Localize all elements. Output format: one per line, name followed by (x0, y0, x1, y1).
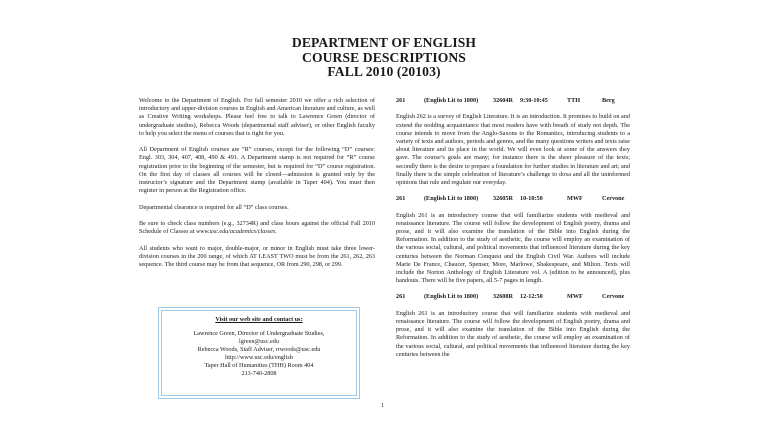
course-instructor: Cervone (602, 195, 625, 203)
course-days: TTH (567, 97, 581, 104)
course-time: 12-12:50 (520, 293, 543, 301)
course-days: MWF (567, 293, 583, 301)
schedule-text: Be sure to check class numbers (e.g., 32734R) and class hours against the official Fall 2010 Schedule of Classes at (139, 220, 375, 236)
contact-director: Lawrence Green, Director of Undergraduate Studies, (193, 330, 325, 337)
course-section: 32608R (493, 293, 513, 301)
contact-office: Taper Hall of Humanities (THH) Room 404 (204, 362, 314, 369)
intro-schedule-paragraph (139, 220, 375, 236)
contact-phone: 213-740-2808 (241, 370, 277, 377)
course-instructor: Cervone (602, 293, 625, 301)
course-description: English 261 is an introductory course that will familiarize students with medieval and renaissance literature. The course will follow the development of English poetry, drama and prose, and it will also examine the translation of the Bible into English during the Reformation. In addition to the study of aesthetic, the course will employ an examination of the various social, cultural, and political movements that influenced literature during the key centuries between the Norman Conquest and the English Civil War. Authors will include Marie De France, Chaucer, Spenser, More, Marlowe, Shakespeare, and Milton. Texts will include the Norton Anthology of English Literature vol. A (edition to be announced), plus handouts. There will be five papers, all 5-7 pages in length. (396, 211, 630, 285)
course-entry (396, 97, 630, 187)
course-description: English 262 is a survey of English Literature. It is an introduction. It promises to build on and extend the nodding acquaintance that most readers have with breath of study not depth. The course intends to move from the Anglo-Saxons to the Romantics, introducing students to a variety of texts and authors, periods and genres, and the many questions writers and texts raise about literature and its place in the world. We will even look at some of the answers they gave. The course’s goals are many; for instance there is the sheer pleasure of the texts; secondly there is the desire to prepare a foundation for further studies in literature and art; and finally there is the simple celebration of literature’s challenge to doxa and all the uninformed opinions that rule and regulate our everyday. (396, 113, 630, 186)
course-number: 261 (396, 195, 406, 203)
intro-clearance-paragraph: Departmental clearance is required for all “D” class courses. (139, 203, 289, 211)
course-title: (English Lit to 1800) (424, 293, 479, 301)
course-number: 261 (396, 97, 406, 104)
course-number: 261 (396, 293, 406, 301)
course-title: (English Lit to 1800) (424, 195, 479, 203)
intro-column (139, 97, 375, 277)
intro-welcome-paragraph: Welcome to the Department of English. For fall semester 2010 we offer a rich selection of introductory and upper-division courses in English and American literature and culture, as well as Creative Writing workshops. Please feel free to talk to Lawrence Green (director of undergraduate studies), Rebecca Woods (departmental staff adviser), or other English faculty to help you select the menu of courses that is right for you. (139, 97, 375, 137)
schedule-text-end: . (275, 228, 277, 236)
course-time: 10-10:50 (520, 195, 543, 203)
title-department: DEPARTMENT OF ENGLISH (291, 35, 477, 50)
contact-website[interactable]: http://www.usc.edu/english (225, 354, 293, 361)
course-instructor: Berg (602, 97, 615, 104)
course-time: 9:30-10:45 (520, 97, 548, 104)
course-description: English 261 is an introductory course that will familiarize students with medieval and renaissance literature. The course will follow the development of English poetry, drama and prose, and it will also examine the translation of the Bible into English during the Reformation. In addition to the study of aesthetic, the course will employ an examination of the various social, cultural, and political movements that influenced literature during the key centuries between the (396, 309, 630, 358)
course-header (396, 293, 630, 301)
course-section: 32605R (493, 195, 513, 203)
contact-box (161, 310, 357, 396)
title-term: FALL 2010 (20103) (327, 64, 441, 79)
course-entry (396, 293, 630, 359)
course-header (396, 195, 630, 203)
course-title: (English Lit to 1800) (424, 97, 479, 104)
intro-registration-paragraph: All Department of English courses are “R” courses, except for the following “D” courses: Engl. 303, 304, 407, 408, 490 & 491. A Department stamp is not required for “R” course registration prior to the beginning of the semester, but is required for “D” course registration. On the first day of classes all courses will be closed—admission is granted only by the instructor’s signature and the Department stamp (available in Taper 404). You must then register in person at the Registration office. (139, 146, 375, 195)
course-header (396, 97, 630, 105)
contact-heading: Visit our web site and contact us: (215, 316, 303, 323)
page-title (0, 36, 768, 80)
page-number: 1 (381, 402, 385, 409)
course-entry (396, 195, 630, 285)
courses-column (396, 97, 630, 367)
intro-major-paragraph: All students who want to major, double-major, or minor in English must take three lower-division courses in the 200 range, of which AT LEAST TWO must be from the 261, 262, 263 sequence. The third course may be from that sequence, OR from 290, 298, or 299. (139, 244, 375, 268)
contact-director-email[interactable]: lgreen@usc.edu (239, 338, 279, 345)
course-section: 32604R (493, 97, 513, 104)
contact-staff-adviser[interactable]: Rebecca Woods, Staff Adviser, rrwoods@usc.edu (197, 346, 321, 353)
course-days: MWF (567, 195, 583, 203)
schedule-link[interactable]: www.usc.edu/academics/classes (196, 228, 276, 236)
title-course-descriptions: COURSE DESCRIPTIONS (302, 49, 466, 65)
